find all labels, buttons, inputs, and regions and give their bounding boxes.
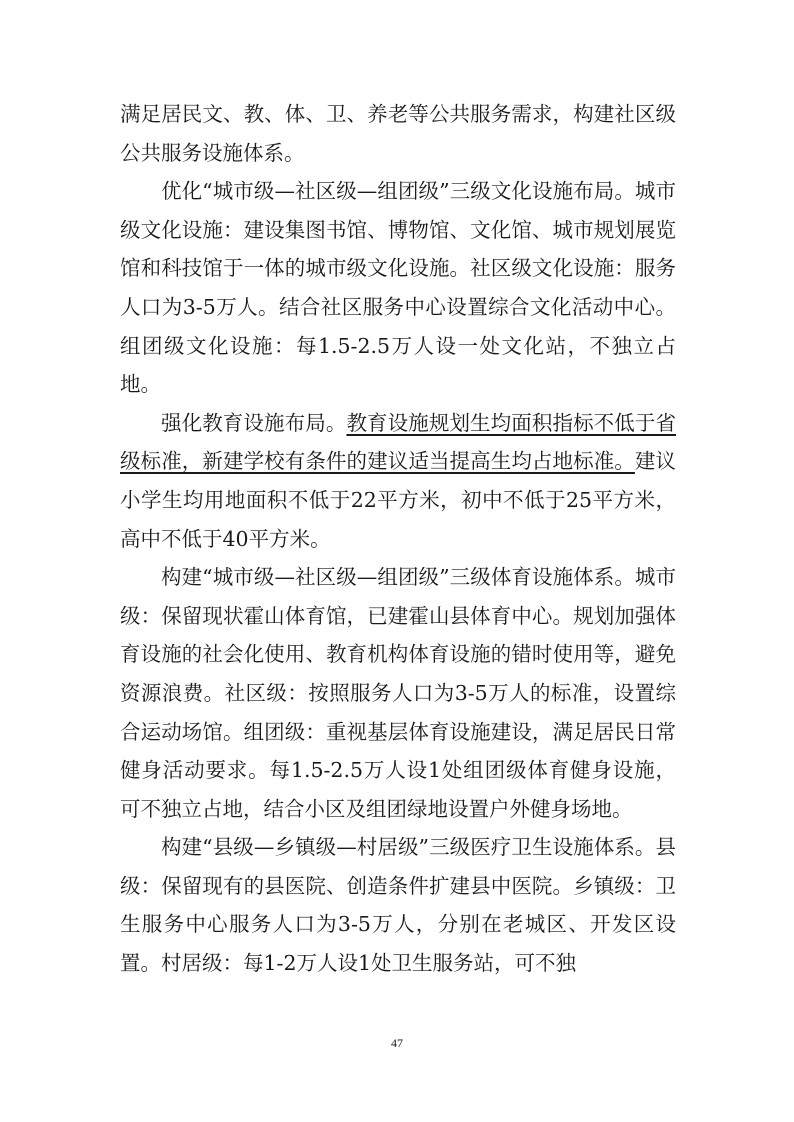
paragraph-medical-facilities bbox=[120, 828, 676, 982]
paragraph-education-facilities bbox=[120, 404, 676, 558]
paragraph-body: 建议小学生均用地面积不低于22平方米，初中不低于25平方米，高中不低于40平方米。 bbox=[120, 449, 677, 551]
page-number: 47 bbox=[391, 1036, 403, 1050]
paragraph-heading: 强化教育设施布局。 bbox=[161, 410, 347, 435]
paragraph-heading: 优化“城市级—社区级—组团级”三级文化设施布局。 bbox=[161, 179, 635, 204]
paragraph-body: 城市级文化设施：建设集图书馆、博物馆、文化馆、城市规划展览馆和科技馆于一体的城市级文化设施。社区级文化设施：服务人口为3-5万人。结合社区服务中心设置综合文化活动中心。组团级文化设施：每1.5-2.5万人设一处文化站，不独立占地。 bbox=[120, 179, 677, 397]
paragraph-heading: 构建“县级—乡镇级—村居级”三级医疗卫生设施体系。 bbox=[161, 835, 656, 860]
paragraph-body: 县级：保留现有的县医院、创造条件扩建县中医院。乡镇级：卫生服务中心服务人口为3-5万人，分别在老城区、开发区设置。村居级：每1-2万人设1处卫生服务站，可不独 bbox=[120, 835, 676, 976]
paragraph-culture-facilities bbox=[120, 172, 676, 404]
paragraph-text: 满足居民文、教、体、卫、养老等公共服务需求，构建社区级公共服务设施体系。 bbox=[120, 102, 676, 165]
paragraph-sports-facilities bbox=[120, 558, 676, 828]
paragraph-public-service-intro bbox=[120, 95, 676, 172]
paragraph-body: 城市级：保留现状霍山体育馆，已建霍山县体育中心。规划加强体育设施的社会化使用、教育机构体育设施的错时使用等，避免资源浪费。社区级：按照服务人口为3-5万人的标准，设置综合运动场馆。组团级：重视基层体育设施建设，满足居民日常健身活动要求。每1.5-2.5万人设1处组团级体育健身设施，可不独立占地，结合小区及组团绿地设置户外健身场地。 bbox=[120, 565, 677, 821]
paragraph-heading: 构建“城市级—社区级—组团级”三级体育设施体系。 bbox=[161, 565, 635, 590]
underlined-text: 教育设施规划生均面积指标不低于省级标准，新建学校有条件的建议适当提高生均占地标准。 bbox=[120, 410, 676, 474]
document-body bbox=[120, 95, 676, 983]
